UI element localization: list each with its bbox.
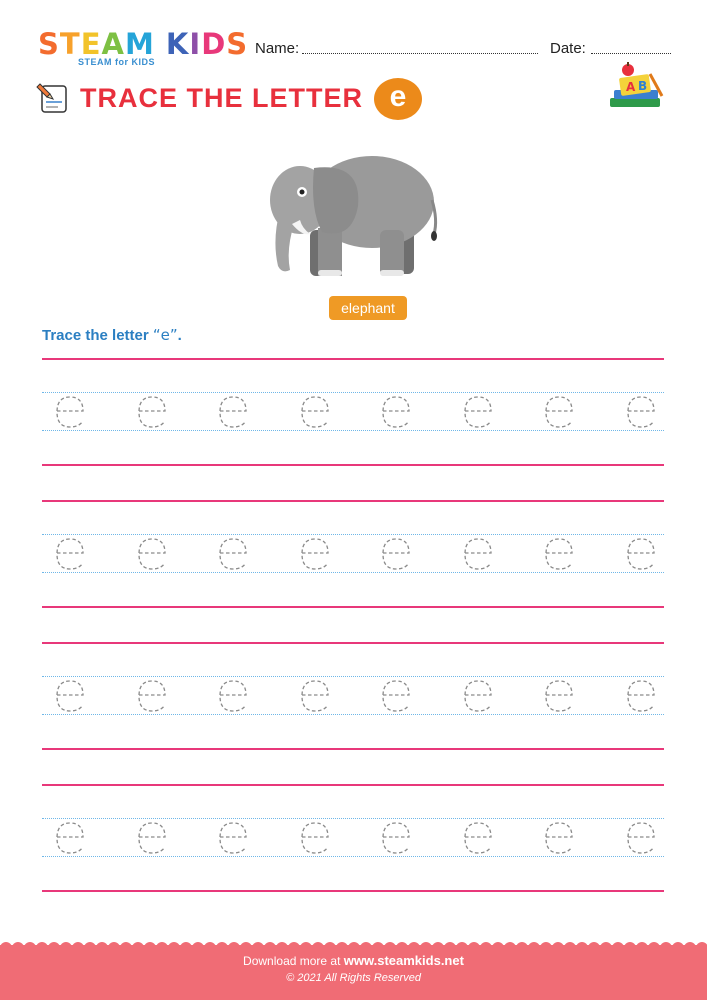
- trace-letter-e[interactable]: [378, 818, 414, 858]
- instruction-prefix: Trace the letter: [42, 327, 153, 344]
- trace-letter-e[interactable]: [378, 534, 414, 574]
- bottom-guide-line: [42, 606, 664, 608]
- footer-download: [0, 953, 707, 968]
- trace-letter-e[interactable]: [134, 676, 170, 716]
- logo-letter: [155, 30, 166, 59]
- trace-letter-e[interactable]: [52, 534, 88, 574]
- trace-letter-e[interactable]: [215, 676, 251, 716]
- svg-text:B: B: [638, 79, 648, 93]
- trace-letter-e[interactable]: [460, 534, 496, 574]
- trace-letter-e[interactable]: [460, 392, 496, 432]
- trace-letter-e[interactable]: [623, 818, 659, 858]
- picture-label: elephant: [329, 296, 407, 320]
- trace-letter-e[interactable]: [378, 392, 414, 432]
- trace-letter-e[interactable]: [623, 676, 659, 716]
- bottom-guide-line: [42, 748, 664, 750]
- trace-letter-e[interactable]: [297, 676, 333, 716]
- date-label: Date:: [550, 40, 586, 57]
- trace-letter-e[interactable]: [541, 676, 577, 716]
- trace-letter-e[interactable]: [297, 392, 333, 432]
- logo-letter: D: [201, 27, 227, 61]
- svg-text:A: A: [626, 80, 636, 94]
- trace-letter-e[interactable]: [460, 818, 496, 858]
- steam-kids-logo: [38, 27, 249, 61]
- trace-letter-e[interactable]: [623, 534, 659, 574]
- top-guide-line: [42, 358, 664, 360]
- logo-letter: S: [226, 27, 249, 61]
- trace-row: [42, 818, 664, 862]
- trace-letter-e[interactable]: [134, 534, 170, 574]
- logo-letter: E: [80, 27, 102, 61]
- trace-letter-e[interactable]: [623, 392, 659, 432]
- letter-badge: e: [374, 78, 422, 120]
- footer-copyright: © 2021 All Rights Reserved: [286, 972, 421, 984]
- worksheet-pencil-icon: [36, 80, 72, 116]
- trace-letter-e[interactable]: [134, 818, 170, 858]
- logo-letter: A: [101, 27, 125, 61]
- trace-letter-e[interactable]: [541, 818, 577, 858]
- logo-letter: T: [59, 27, 81, 61]
- name-label: Name:: [255, 40, 300, 57]
- instruction-letter: “e”: [152, 326, 178, 344]
- top-guide-line: [42, 784, 664, 786]
- page-title: TRACE THE LETTER: [80, 83, 363, 113]
- trace-letter-e[interactable]: [297, 818, 333, 858]
- instruction-text: [42, 326, 182, 344]
- trace-row: [42, 676, 664, 720]
- trace-row: [42, 534, 664, 578]
- trace-letter-e[interactable]: [297, 534, 333, 574]
- website-link[interactable]: www.steamkids.net: [343, 953, 464, 968]
- trace-letter-e[interactable]: [134, 392, 170, 432]
- trace-letter-e[interactable]: [378, 676, 414, 716]
- top-guide-line: [42, 642, 664, 644]
- bottom-guide-line: [42, 464, 664, 466]
- trace-row: [42, 392, 664, 436]
- trace-letter-e[interactable]: [215, 534, 251, 574]
- logo-letter: M: [124, 27, 155, 61]
- trace-letter-e[interactable]: [52, 392, 88, 432]
- trace-letter-e[interactable]: [52, 676, 88, 716]
- abc-books-icon: [606, 62, 664, 112]
- top-guide-line: [42, 500, 664, 502]
- trace-letter-e[interactable]: [541, 534, 577, 574]
- trace-letter-e[interactable]: [215, 392, 251, 432]
- logo-letter: K: [165, 27, 190, 61]
- logo-letter: S: [38, 27, 60, 61]
- trace-letter-e[interactable]: [52, 818, 88, 858]
- logo-subtitle: STEAM for KIDS: [78, 57, 156, 67]
- elephant-illustration: [262, 140, 442, 282]
- name-field-line[interactable]: [302, 53, 538, 54]
- logo-letter: I: [189, 27, 202, 61]
- bottom-guide-line: [42, 890, 664, 892]
- date-field-line[interactable]: [591, 53, 671, 54]
- download-prefix: Download more at: [243, 954, 344, 968]
- trace-letter-e[interactable]: [541, 392, 577, 432]
- trace-letter-e[interactable]: [215, 818, 251, 858]
- instruction-suffix: .: [177, 327, 182, 344]
- trace-letter-e[interactable]: [460, 676, 496, 716]
